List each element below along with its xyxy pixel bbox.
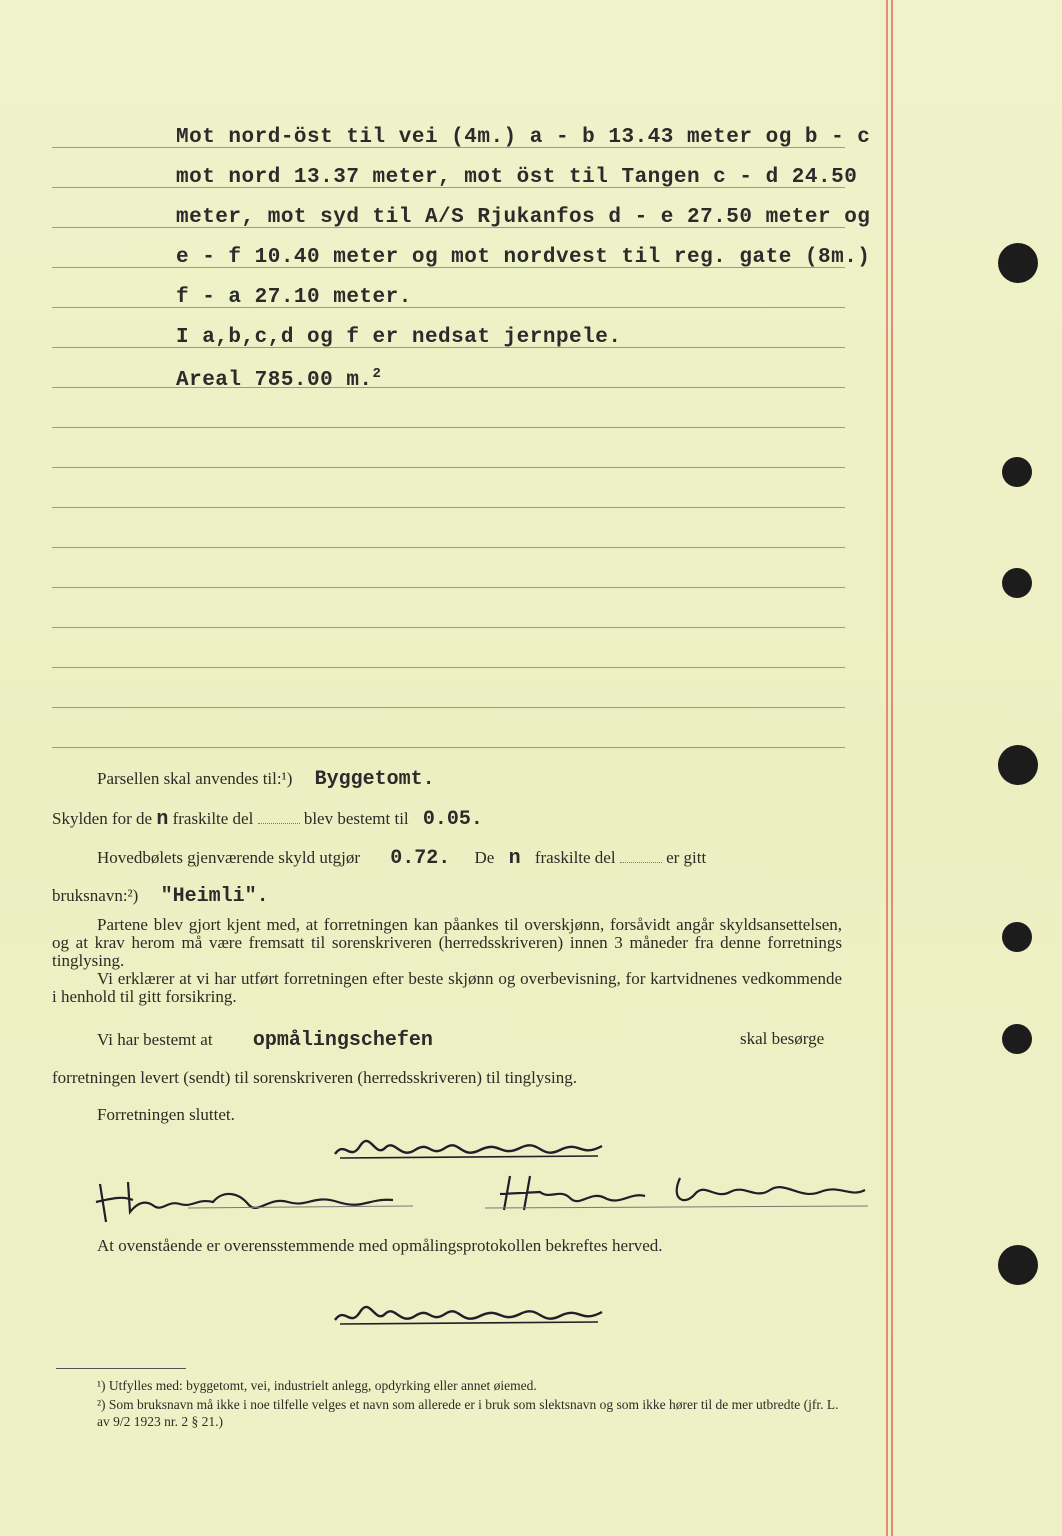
- bruksnavn-value: "Heimli".: [160, 885, 269, 908]
- typed-line-2: mot nord 13.37 meter, mot öst til Tangen c - d 24.50: [176, 166, 858, 189]
- levert-line: forretningen levert (sendt) til sorenskriveren (herredsskriveren) til tinglysing.: [52, 1068, 577, 1087]
- ruled-line: [52, 747, 845, 748]
- bestemt-label: Vi har bestemt at: [97, 1030, 213, 1049]
- bruksnavn-label: bruksnavn:²): [52, 886, 139, 905]
- typed-line-7: [176, 366, 381, 392]
- use-label: Parsellen skal anvendes til:¹): [97, 769, 293, 788]
- ruled-line: [52, 587, 845, 588]
- signature-right: [480, 1170, 870, 1220]
- ruled-line: [52, 387, 845, 388]
- margin-line-left: [886, 0, 888, 1536]
- typed-line-3: meter, mot syd til A/S Rjukanfos d - e 27.50 meter og: [176, 206, 871, 229]
- punch-hole: [998, 243, 1038, 283]
- skyld-row: [52, 808, 483, 831]
- paragraph-declaration: Vi erklærer at vi har utført forretningen efter beste skjønn og overbevisning, for kartvidnenes vedkommende i henhold til gitt forsikring.: [52, 969, 842, 1006]
- bruksnavn-row: [52, 885, 269, 908]
- paragraph-notice: Partene blev gjort kjent med, at forretningen kan påankes til overskjønn, forsåvidt angår skyldsansettelsen, og at krav herom må være fremsatt til sorenskriveren (herredsskriveren) innen 3 måneder fra denne forretnings tinglysing.: [52, 915, 842, 970]
- use-row: [97, 768, 435, 791]
- ruled-line: [52, 667, 845, 668]
- punch-hole: [1002, 568, 1032, 598]
- skyld-value: 0.05.: [422, 808, 483, 831]
- hovedbol-label: Hovedbølets gjenværende skyld utgjør: [97, 848, 360, 867]
- punch-hole: [998, 1245, 1038, 1285]
- skyld-fill-n: n: [156, 808, 169, 831]
- punch-hole: [1002, 457, 1032, 487]
- typed-line-6: I a,b,c,d og f er nedsat jernpele.: [176, 326, 622, 349]
- bestemt-value: opmålingschefen: [252, 1029, 433, 1052]
- certification-line: At ovenstående er overensstemmende med opmålingsprotokollen bekreftes herved.: [97, 1236, 663, 1255]
- typed-line-1: Mot nord-öst til vei (4m.) a - b 13.43 meter og b - c: [176, 126, 871, 149]
- signature-bottom: [330, 1298, 610, 1334]
- ruled-line: [52, 467, 845, 468]
- ruled-line: [52, 707, 845, 708]
- ruled-line: [52, 427, 845, 428]
- footnote-1: ¹) Utfylles med: byggetomt, vei, industrielt anlegg, opdyrking eller annet øiemed.: [97, 1378, 537, 1393]
- typed-line-5: f - a 27.10 meter.: [176, 286, 412, 309]
- punch-hole: [1002, 1024, 1032, 1054]
- signature-left: [88, 1172, 418, 1232]
- besorge-label: skal besørge: [740, 1029, 825, 1048]
- area-text: Areal 785.00 m.: [176, 369, 373, 392]
- skyld-label-c: blev bestemt til: [303, 809, 409, 828]
- sluttet-line: Forretningen sluttet.: [97, 1105, 235, 1124]
- ruled-line: [52, 627, 845, 628]
- er-gitt-label: er gitt: [666, 848, 707, 867]
- typed-line-4: e - f 10.40 meter og mot nordvest til reg. gate (8m.): [176, 246, 871, 269]
- use-value: Byggetomt.: [314, 768, 435, 791]
- skyld-label-a: Skylden for de: [52, 809, 153, 828]
- bestemt-row: [97, 1029, 433, 1052]
- footnote-rule: [56, 1368, 186, 1369]
- footnote-2: ²) Som bruksnavn må ikke i noe tilfelle velges et navn som allerede er i bruk som slektsnavn og som ikke hører til de mer utbredte (jfr. L. av 9/2 1923 nr. 2 § 21.): [97, 1397, 839, 1429]
- ruled-line: [52, 307, 845, 308]
- dotted-blank: [258, 822, 300, 824]
- ruled-line: [52, 507, 845, 508]
- de-fill-n: n: [508, 847, 521, 870]
- margin-line-right: [891, 0, 893, 1536]
- punch-hole: [1002, 922, 1032, 952]
- skyld-label-b: fraskilte del: [172, 809, 254, 828]
- de-label: De: [474, 848, 495, 867]
- ruled-line: [52, 547, 845, 548]
- hovedbol-row: [97, 847, 706, 870]
- fraskilte-label: fraskilte del: [534, 848, 616, 867]
- signature-top: [330, 1132, 610, 1168]
- hovedbol-value: 0.72.: [390, 847, 451, 870]
- punch-hole: [998, 745, 1038, 785]
- dotted-blank: [620, 861, 662, 863]
- area-superscript: 2: [372, 366, 382, 382]
